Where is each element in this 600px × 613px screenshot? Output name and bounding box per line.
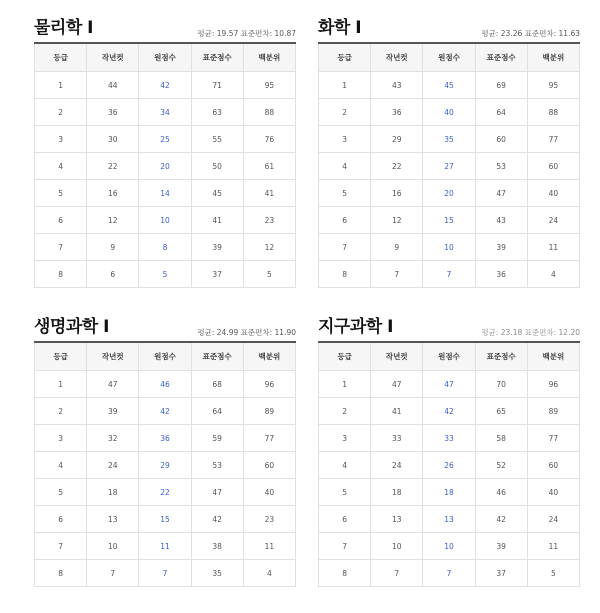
cell-percentile: 95	[527, 72, 579, 99]
cell-percentile: 95	[243, 72, 295, 99]
column-header-last-year-cut: 작년컷	[87, 342, 139, 371]
cell-last-year-cut: 47	[371, 371, 423, 398]
cell-raw-score: 13	[423, 506, 475, 533]
cell-standard-score: 43	[475, 207, 527, 234]
subject-title: 생명과학 Ⅰ	[34, 317, 109, 337]
cell-grade: 7	[35, 533, 87, 560]
cell-standard-score: 63	[191, 99, 243, 126]
column-header-standard-score: 표준점수	[475, 342, 527, 371]
column-header-raw-score: 원점수	[423, 342, 475, 371]
cell-standard-score: 64	[191, 398, 243, 425]
cell-raw-score: 35	[423, 126, 475, 153]
cell-last-year-cut: 39	[87, 398, 139, 425]
cell-percentile: 77	[527, 126, 579, 153]
cell-grade: 7	[319, 533, 371, 560]
cell-raw-score: 15	[423, 207, 475, 234]
column-header-raw-score: 원점수	[139, 43, 191, 72]
cell-percentile: 12	[243, 234, 295, 261]
table-row	[35, 506, 296, 533]
table-header-row	[319, 43, 580, 72]
table-row	[35, 371, 296, 398]
subject-panel	[34, 313, 296, 587]
cell-standard-score: 39	[475, 234, 527, 261]
table-row	[35, 153, 296, 180]
subject-panel	[318, 313, 580, 587]
column-header-percentile: 백분위	[527, 342, 579, 371]
cell-last-year-cut: 18	[87, 479, 139, 506]
cell-raw-score: 7	[139, 560, 191, 587]
cell-percentile: 24	[527, 207, 579, 234]
cell-percentile: 60	[527, 452, 579, 479]
cell-standard-score: 47	[475, 180, 527, 207]
cell-percentile: 4	[243, 560, 295, 587]
cell-last-year-cut: 36	[371, 99, 423, 126]
column-header-last-year-cut: 작년컷	[87, 43, 139, 72]
cell-raw-score: 42	[423, 398, 475, 425]
cell-last-year-cut: 29	[371, 126, 423, 153]
cell-last-year-cut: 47	[87, 371, 139, 398]
cell-percentile: 11	[527, 234, 579, 261]
cell-last-year-cut: 22	[87, 153, 139, 180]
subject-title: 화학 Ⅰ	[318, 18, 362, 38]
cell-last-year-cut: 13	[371, 506, 423, 533]
cell-percentile: 89	[243, 398, 295, 425]
subject-stats: 평균: 23.26 표준편차: 11.63	[481, 29, 580, 38]
column-header-grade: 등급	[35, 342, 87, 371]
cell-percentile: 60	[527, 153, 579, 180]
table-row	[35, 99, 296, 126]
cell-last-year-cut: 6	[87, 261, 139, 288]
cell-standard-score: 41	[191, 207, 243, 234]
table-row	[35, 452, 296, 479]
table-row	[35, 180, 296, 207]
cell-standard-score: 70	[475, 371, 527, 398]
cell-raw-score: 14	[139, 180, 191, 207]
column-header-raw-score: 원점수	[139, 342, 191, 371]
cell-grade: 8	[319, 560, 371, 587]
subject-title: 물리학 Ⅰ	[34, 18, 94, 38]
cell-last-year-cut: 7	[371, 560, 423, 587]
cell-grade: 3	[35, 425, 87, 452]
cell-percentile: 77	[527, 425, 579, 452]
cell-grade: 6	[35, 506, 87, 533]
column-header-grade: 등급	[319, 43, 371, 72]
subject-stats: 평균: 23.18 표준편차: 12.20	[481, 328, 580, 337]
table-row	[35, 234, 296, 261]
table-row	[319, 180, 580, 207]
cell-grade: 5	[319, 180, 371, 207]
cell-standard-score: 42	[191, 506, 243, 533]
cell-last-year-cut: 32	[87, 425, 139, 452]
panel-header	[318, 313, 580, 341]
cell-grade: 2	[319, 398, 371, 425]
cell-raw-score: 45	[423, 72, 475, 99]
cell-standard-score: 47	[191, 479, 243, 506]
panel-header	[34, 313, 296, 341]
table-row	[319, 153, 580, 180]
cell-last-year-cut: 30	[87, 126, 139, 153]
cell-grade: 1	[35, 371, 87, 398]
column-header-percentile: 백분위	[527, 43, 579, 72]
cell-standard-score: 52	[475, 452, 527, 479]
cell-percentile: 96	[243, 371, 295, 398]
cell-last-year-cut: 22	[371, 153, 423, 180]
cell-last-year-cut: 7	[87, 560, 139, 587]
table-row	[35, 398, 296, 425]
cell-percentile: 40	[527, 479, 579, 506]
cell-raw-score: 33	[423, 425, 475, 452]
cell-grade: 6	[319, 506, 371, 533]
cell-raw-score: 10	[139, 207, 191, 234]
cell-percentile: 88	[243, 99, 295, 126]
cell-grade: 5	[319, 479, 371, 506]
cell-grade: 3	[319, 425, 371, 452]
cell-raw-score: 20	[139, 153, 191, 180]
cell-last-year-cut: 12	[87, 207, 139, 234]
cell-raw-score: 10	[423, 234, 475, 261]
cell-last-year-cut: 16	[371, 180, 423, 207]
cell-standard-score: 39	[475, 533, 527, 560]
cell-raw-score: 25	[139, 126, 191, 153]
column-header-percentile: 백분위	[243, 342, 295, 371]
cell-grade: 2	[35, 99, 87, 126]
cell-raw-score: 26	[423, 452, 475, 479]
cell-grade: 2	[35, 398, 87, 425]
cell-percentile: 41	[243, 180, 295, 207]
cell-grade: 4	[319, 452, 371, 479]
column-header-standard-score: 표준점수	[191, 43, 243, 72]
cell-grade: 1	[319, 371, 371, 398]
cell-raw-score: 8	[139, 234, 191, 261]
cell-last-year-cut: 7	[371, 261, 423, 288]
table-row	[35, 72, 296, 99]
cell-last-year-cut: 9	[371, 234, 423, 261]
cell-percentile: 4	[527, 261, 579, 288]
cell-percentile: 11	[527, 533, 579, 560]
cell-raw-score: 7	[423, 560, 475, 587]
table-row	[35, 425, 296, 452]
cell-raw-score: 40	[423, 99, 475, 126]
cell-last-year-cut: 41	[371, 398, 423, 425]
cell-grade: 1	[35, 72, 87, 99]
cell-percentile: 61	[243, 153, 295, 180]
cell-percentile: 5	[243, 261, 295, 288]
table-row	[319, 479, 580, 506]
cell-grade: 8	[35, 261, 87, 288]
cell-raw-score: 20	[423, 180, 475, 207]
table-row	[319, 371, 580, 398]
cell-raw-score: 42	[139, 398, 191, 425]
subject-panel	[318, 14, 580, 288]
cell-raw-score: 11	[139, 533, 191, 560]
table-row	[319, 560, 580, 587]
table-row	[35, 207, 296, 234]
cell-raw-score: 34	[139, 99, 191, 126]
cell-standard-score: 55	[191, 126, 243, 153]
cell-grade: 3	[35, 126, 87, 153]
cell-last-year-cut: 43	[371, 72, 423, 99]
cell-percentile: 76	[243, 126, 295, 153]
cell-standard-score: 37	[191, 261, 243, 288]
cell-percentile: 88	[527, 99, 579, 126]
cell-percentile: 77	[243, 425, 295, 452]
cell-raw-score: 27	[423, 153, 475, 180]
cell-standard-score: 60	[475, 126, 527, 153]
column-header-standard-score: 표준점수	[191, 342, 243, 371]
cell-percentile: 5	[527, 560, 579, 587]
cell-percentile: 23	[243, 506, 295, 533]
cell-grade: 5	[35, 180, 87, 207]
cell-grade: 8	[319, 261, 371, 288]
cell-grade: 6	[319, 207, 371, 234]
cell-last-year-cut: 33	[371, 425, 423, 452]
cell-percentile: 24	[527, 506, 579, 533]
table-row	[35, 479, 296, 506]
cell-standard-score: 65	[475, 398, 527, 425]
column-header-grade: 등급	[35, 43, 87, 72]
table-row	[319, 533, 580, 560]
cell-raw-score: 36	[139, 425, 191, 452]
cell-raw-score: 42	[139, 72, 191, 99]
cell-last-year-cut: 12	[371, 207, 423, 234]
table-row	[319, 425, 580, 452]
cell-grade: 7	[319, 234, 371, 261]
table-header-row	[35, 43, 296, 72]
cell-raw-score: 5	[139, 261, 191, 288]
cell-percentile: 40	[243, 479, 295, 506]
cell-standard-score: 71	[191, 72, 243, 99]
cell-percentile: 11	[243, 533, 295, 560]
cell-grade: 4	[35, 153, 87, 180]
subject-title: 지구과학 Ⅰ	[318, 317, 393, 337]
cell-grade: 5	[35, 479, 87, 506]
grade-cut-table	[318, 341, 580, 587]
table-row	[319, 452, 580, 479]
cell-last-year-cut: 18	[371, 479, 423, 506]
cell-grade: 2	[319, 99, 371, 126]
column-header-last-year-cut: 작년컷	[371, 43, 423, 72]
cell-raw-score: 7	[423, 261, 475, 288]
grade-cut-table	[34, 341, 296, 587]
cell-raw-score: 18	[423, 479, 475, 506]
cell-standard-score: 36	[475, 261, 527, 288]
cell-last-year-cut: 16	[87, 180, 139, 207]
column-header-percentile: 백분위	[243, 43, 295, 72]
cell-raw-score: 29	[139, 452, 191, 479]
cell-standard-score: 59	[191, 425, 243, 452]
cell-standard-score: 58	[475, 425, 527, 452]
subject-stats: 평균: 24.99 표준편차: 11.90	[197, 328, 296, 337]
cell-standard-score: 35	[191, 560, 243, 587]
cell-grade: 6	[35, 207, 87, 234]
column-header-grade: 등급	[319, 342, 371, 371]
table-row	[319, 207, 580, 234]
cell-last-year-cut: 24	[371, 452, 423, 479]
subject-panel	[34, 14, 296, 288]
cell-standard-score: 68	[191, 371, 243, 398]
table-row	[319, 234, 580, 261]
cell-last-year-cut: 13	[87, 506, 139, 533]
subject-stats: 평균: 19.57 표준편차: 10.87	[197, 29, 296, 38]
table-row	[319, 261, 580, 288]
cell-percentile: 89	[527, 398, 579, 425]
cell-grade: 4	[319, 153, 371, 180]
cell-grade: 7	[35, 234, 87, 261]
table-header-row	[35, 342, 296, 371]
column-header-last-year-cut: 작년컷	[371, 342, 423, 371]
table-row	[319, 126, 580, 153]
cell-last-year-cut: 9	[87, 234, 139, 261]
cell-standard-score: 69	[475, 72, 527, 99]
grade-cut-table	[34, 42, 296, 288]
cell-percentile: 23	[243, 207, 295, 234]
table-row	[35, 533, 296, 560]
cell-last-year-cut: 36	[87, 99, 139, 126]
cell-standard-score: 64	[475, 99, 527, 126]
cell-standard-score: 38	[191, 533, 243, 560]
cell-grade: 8	[35, 560, 87, 587]
cell-grade: 4	[35, 452, 87, 479]
cell-standard-score: 53	[475, 153, 527, 180]
cell-raw-score: 47	[423, 371, 475, 398]
table-row	[35, 560, 296, 587]
cell-standard-score: 46	[475, 479, 527, 506]
cell-last-year-cut: 10	[87, 533, 139, 560]
cell-raw-score: 46	[139, 371, 191, 398]
table-row	[319, 506, 580, 533]
table-row	[35, 261, 296, 288]
panel-header	[34, 14, 296, 42]
table-header-row	[319, 342, 580, 371]
grade-cut-table	[318, 42, 580, 288]
cell-raw-score: 15	[139, 506, 191, 533]
cell-raw-score: 10	[423, 533, 475, 560]
cell-percentile: 60	[243, 452, 295, 479]
cell-standard-score: 37	[475, 560, 527, 587]
cell-percentile: 40	[527, 180, 579, 207]
column-header-standard-score: 표준점수	[475, 43, 527, 72]
cell-standard-score: 50	[191, 153, 243, 180]
panel-header	[318, 14, 580, 42]
cell-raw-score: 22	[139, 479, 191, 506]
cell-standard-score: 53	[191, 452, 243, 479]
cell-grade: 1	[319, 72, 371, 99]
cell-standard-score: 42	[475, 506, 527, 533]
column-header-raw-score: 원점수	[423, 43, 475, 72]
cell-percentile: 96	[527, 371, 579, 398]
cell-last-year-cut: 24	[87, 452, 139, 479]
table-row	[319, 72, 580, 99]
cell-last-year-cut: 10	[371, 533, 423, 560]
cell-standard-score: 39	[191, 234, 243, 261]
cell-standard-score: 45	[191, 180, 243, 207]
table-row	[319, 398, 580, 425]
table-row	[319, 99, 580, 126]
table-row	[35, 126, 296, 153]
cell-grade: 3	[319, 126, 371, 153]
cell-last-year-cut: 44	[87, 72, 139, 99]
